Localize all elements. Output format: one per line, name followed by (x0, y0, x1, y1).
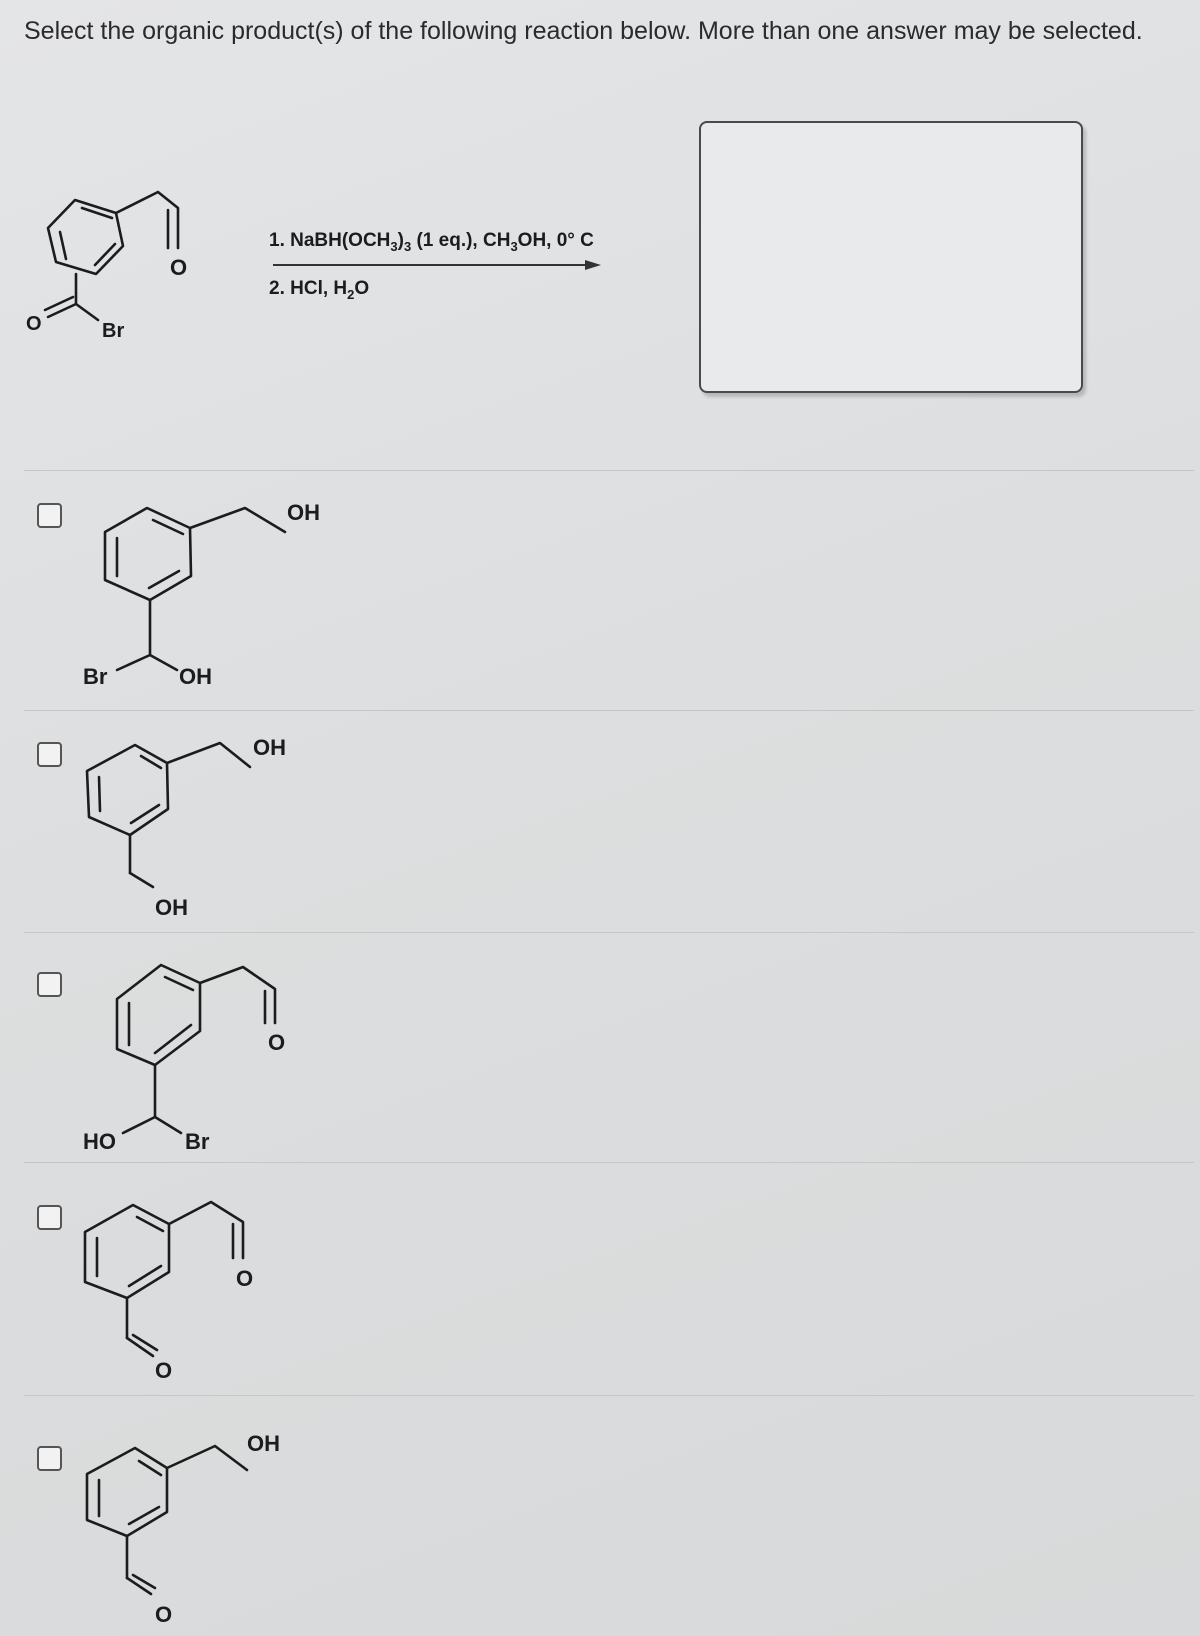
choice-5-checkbox[interactable] (37, 1446, 62, 1471)
reaction-conditions (265, 210, 625, 320)
reagent-step-2: 2. HCl, $H_2O$ (269, 278, 370, 302)
choice-5-structure (75, 1420, 375, 1635)
choice-1-checkbox[interactable] (37, 503, 62, 528)
benzene-ring (48, 200, 123, 274)
choice-4-label-bottom: O (155, 1358, 173, 1383)
choice-1-structure (75, 490, 375, 710)
divider (24, 932, 1194, 933)
choice-3-label-right: Br (185, 1129, 210, 1154)
reactant-ketone-oxygen: O (26, 313, 42, 335)
choice-1-label-right: OH (179, 664, 212, 689)
reactant-structure (20, 180, 240, 380)
choice-3-label-left: HO (83, 1129, 116, 1154)
divider (24, 710, 1194, 711)
choice-5-label-top: OH (247, 1431, 280, 1456)
choice-3-label-carbonyl: O (268, 1030, 286, 1055)
choice-4-checkbox[interactable] (37, 1205, 62, 1230)
choice-1-label-left: Br (83, 664, 108, 689)
question-text: Select the organic product(s) of the following reaction below. More than one answer may be selected. (24, 17, 1143, 45)
choice-5-label-bottom: O (155, 1602, 173, 1627)
reactant-aldehyde-oxygen: O (170, 255, 188, 280)
choice-3-checkbox[interactable] (37, 972, 62, 997)
reagent-step-1: 1. $NaBH(OCH_3)_3$ (1 eq.), $CH_3OH$, 0° C (269, 230, 594, 254)
choice-2-label-top: OH (253, 735, 286, 760)
choice-2-structure (75, 725, 375, 920)
choice-4-structure (75, 1190, 375, 1410)
choice-4-label-carbonyl: O (236, 1266, 254, 1291)
choice-2-checkbox[interactable] (37, 742, 62, 767)
answer-drop-box[interactable] (699, 121, 1083, 393)
choice-2-label-bottom: OH (155, 895, 188, 920)
arrow-head-icon (585, 260, 601, 270)
choice-1-label-top: OH (287, 500, 320, 525)
reactant-bromine: Br (102, 320, 125, 342)
divider (24, 470, 1194, 471)
choice-3-structure (75, 955, 375, 1175)
